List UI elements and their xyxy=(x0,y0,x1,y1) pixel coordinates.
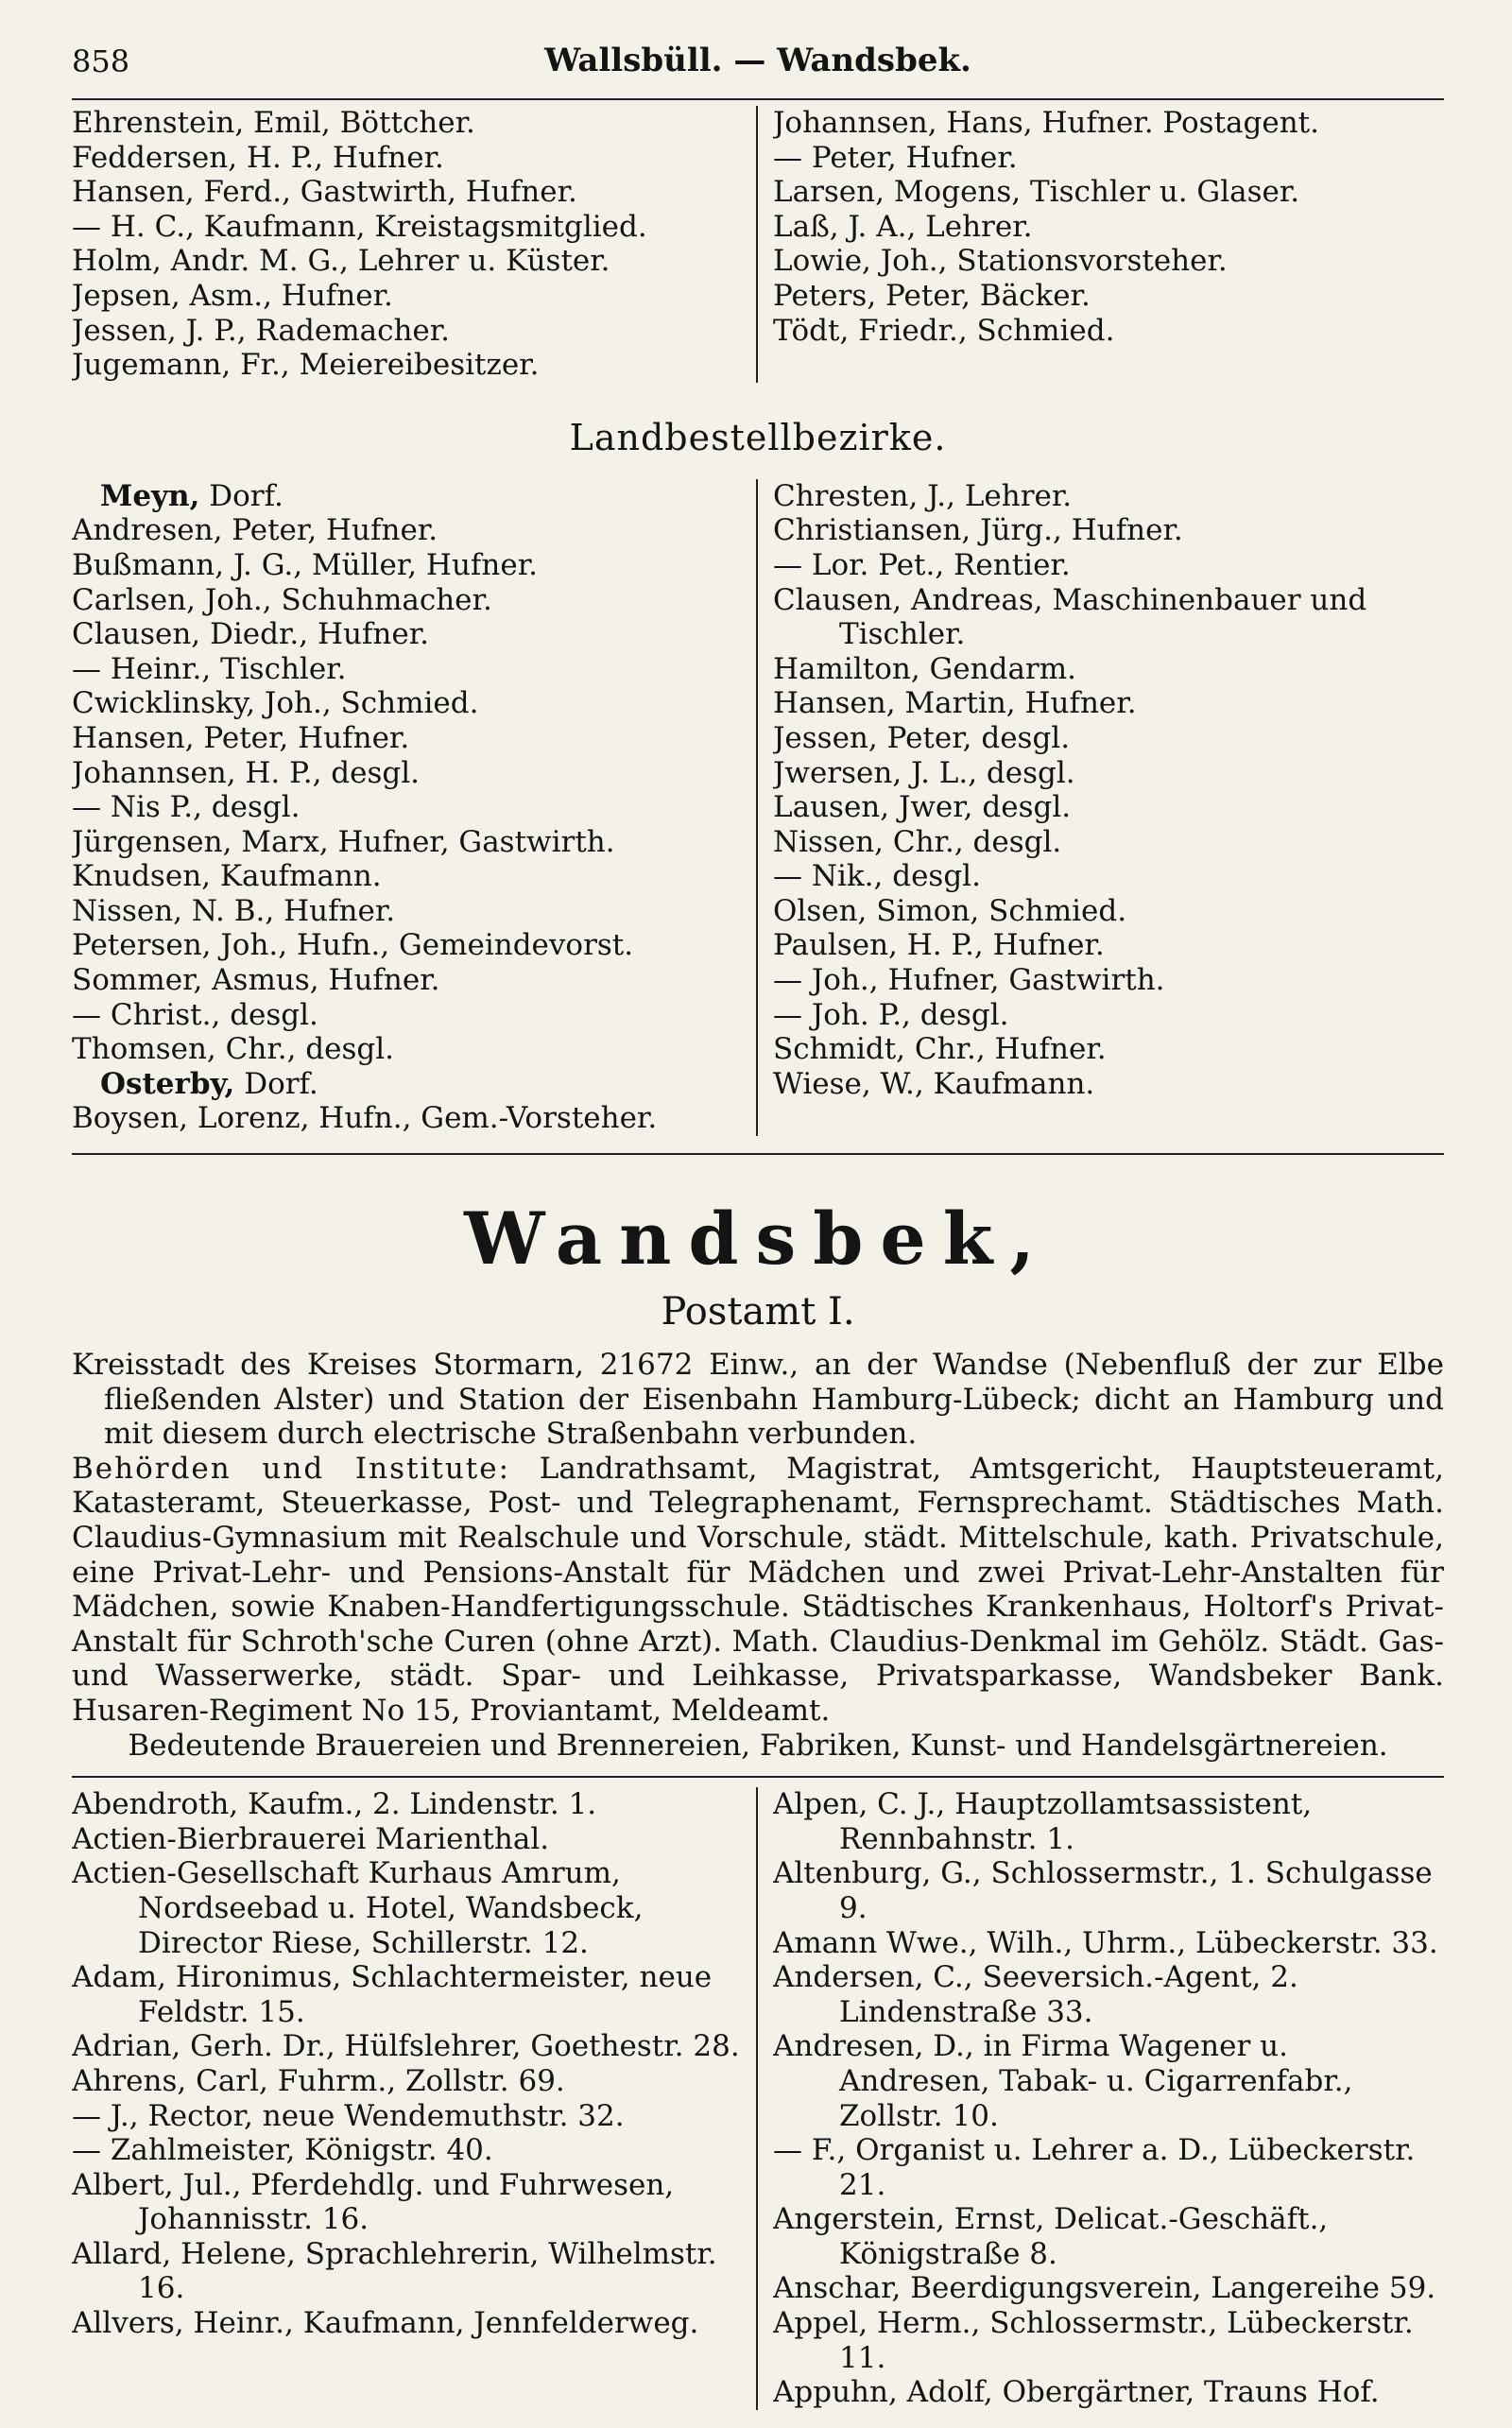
list-item: Jwersen, J. L., desgl. xyxy=(773,755,1075,790)
list-item: Anschar, Beerdigungsverein, Langereihe 59. xyxy=(773,2271,1436,2306)
list-item: — Nis P., desgl. xyxy=(72,790,301,825)
list-item: Jessen, Peter, desgl. xyxy=(773,720,1071,755)
list-item: Amann Wwe., Wilh., Uhrm., Lübeckerstr. 33. xyxy=(773,1925,1438,1960)
list-item: — J., Rector, neue Wendemuthstr. 32. xyxy=(72,2098,625,2133)
list-item: Allvers, Heinr., Kaufmann, Jennfelderweg. xyxy=(72,2306,699,2341)
section-title-landbestellbezirke: Landbestellbezirke. xyxy=(569,416,947,458)
list-item: Andersen, C., Seeversich.-Agent, 2. Lindenstraße 33. xyxy=(773,1960,1298,2029)
list-item: Cwicklinsky, Joh., Schmied. xyxy=(72,686,479,721)
wallsbuell-right-column xyxy=(756,106,1444,383)
list-item: Paulsen, H. P., Hufner. xyxy=(773,928,1105,963)
list-item: Johannsen, H. P., desgl. xyxy=(72,755,420,790)
list-item: Adrian, Gerh. Dr., Hülfslehrer, Goethestr. 28. xyxy=(72,2029,740,2064)
authorities-text: Landrathsamt, Magistrat, Amtsgericht, Hauptsteueramt, Katasteramt, Steuerkasse, Post- und Telegraphenamt, Fernsprechamt. Städtisches Math. Claudius-Gymnasium mit Realschule und Vorschule, städt. Mittelschule, kath. Privatschule, eine Privat-Lehr- und Pensions-Anstalt für Mädchen und zwei Privat-Lehr-Anstalten für Mädchen, sowie Knaben-Handfertigungsschule. Städtisches Krankenhaus, Holtorf's Privat-Anstalt für Schroth'sche Curen (ohne Arzt). Math. Claudius-Denkmal im Gehölz. Städt. Gas- und Wasserwerke, städt. Spar- und Leihkasse, Privatsparkasse, Wandsbeker Bank. Husaren-Regiment No 15, Proviantamt, Meldeamt. xyxy=(72,1451,1444,1728)
list-item: Chresten, J., Lehrer. xyxy=(773,478,1073,513)
city-heading: Wandsbek, xyxy=(464,1197,1052,1282)
list-item: Jessen, J. P., Rademacher. xyxy=(72,313,451,348)
directory-right-column xyxy=(756,1787,1444,2410)
list-item: Clausen, Diedr., Hufner. xyxy=(72,617,429,652)
list-item xyxy=(72,479,743,514)
list-item: Actien-Gesellschaft Kurhaus Amrum, Nordseebad u. Hotel, Wandsbeck, Director Riese, Schillerstr. 12. xyxy=(72,1856,644,1960)
list-item: Angerstein, Ernst, Delicat.-Geschäft., Königstraße 8. xyxy=(773,2202,1329,2271)
list-item: Nissen, N. B., Hufner. xyxy=(72,893,396,928)
village-type: Dorf. xyxy=(199,478,284,513)
list-item: Holm, Andr. M. G., Lehrer u. Küster. xyxy=(72,244,610,279)
list-item: Hansen, Martin, Hufner. xyxy=(773,686,1137,721)
list-item: — F., Organist u. Lehrer a. D., Lübeckerstr. 21. xyxy=(773,2133,1416,2202)
list-item: Sommer, Asmus, Hufner. xyxy=(72,963,440,998)
section-divider xyxy=(72,1776,1444,1778)
list-item: Wiese, W., Kaufmann. xyxy=(773,1066,1095,1101)
list-item: — Christ., desgl. xyxy=(72,997,318,1032)
authorities-label: Behörden und Institute: xyxy=(72,1451,511,1486)
list-item: Alpen, C. J., Hauptzollamtsassistent, Rennbahnstr. 1. xyxy=(773,1787,1313,1856)
wallsbuell-left-column xyxy=(72,106,756,383)
list-item: — H. C., Kaufmann, Kreistagsmitglied. xyxy=(72,209,647,244)
list-item: Lausen, Jwer, desgl. xyxy=(773,790,1072,825)
list-item: Knudsen, Kaufmann. xyxy=(72,859,382,894)
running-title: Wallsbüll. — Wandsbek. xyxy=(544,42,971,79)
list-item: Abendroth, Kaufm., 2. Lindenstr. 1. xyxy=(72,1787,597,1822)
postamt-heading: Postamt I. xyxy=(661,1290,855,1335)
section-divider xyxy=(72,1153,1444,1155)
list-item: Laß, J. A., Lehrer. xyxy=(773,209,1033,244)
wallsbuell-columns xyxy=(72,106,1444,383)
authorities-paragraph xyxy=(72,1452,1444,1729)
list-item: Albert, Jul., Pferdehdlg. und Fuhrwesen, Johannisstr. 16. xyxy=(72,2167,675,2237)
page xyxy=(72,38,1444,2410)
list-item: Ahrens, Carl, Fuhrm., Zollstr. 69. xyxy=(72,2063,565,2098)
city-description xyxy=(72,1348,1444,1763)
list-item: Larsen, Mogens, Tischler u. Glaser. xyxy=(773,175,1300,210)
list-item: Olsen, Simon, Schmied. xyxy=(773,893,1127,928)
list-item: Carlsen, Joh., Schuhmacher. xyxy=(72,582,492,617)
list-item: Appuhn, Adolf, Obergärtner, Trauns Hof. xyxy=(773,2375,1380,2410)
list-item: Jepsen, Asm., Hufner. xyxy=(72,278,393,313)
page-number: 858 xyxy=(72,43,130,79)
list-item: — Joh. P., desgl. xyxy=(773,997,1009,1032)
list-item: Hansen, Peter, Hufner. xyxy=(72,720,410,755)
list-item: — Heinr., Tischler. xyxy=(72,651,347,686)
list-item: Andresen, Peter, Hufner. xyxy=(72,513,438,548)
list-item: Tödt, Friedr., Schmied. xyxy=(773,313,1115,348)
list-item: Allard, Helene, Sprachlehrerin, Wilhelmstr. 16. xyxy=(72,2236,717,2306)
list-item: Altenburg, G., Schlossermstr., 1. Schulgasse 9. xyxy=(773,1856,1433,1925)
list-item: Jürgensen, Marx, Hufner, Gastwirth. xyxy=(72,824,615,859)
landbestell-left-column xyxy=(72,479,756,1136)
village-type: Dorf. xyxy=(234,1066,318,1101)
list-item: — Zahlmeister, Königstr. 40. xyxy=(72,2133,493,2168)
list-item: Johannsen, Hans, Hufner. Postagent. xyxy=(773,106,1319,140)
city-description-text: Kreisstadt des Kreises Stormarn, 21672 Einw., an der Wandse (Nebenfluß der zur Elbe fließenden Alster) und Station der Eisenbahn Hamburg-Lübeck; dicht an Hamburg und mit diesem durch electrische Straßenbahn verbunden. xyxy=(72,1348,1444,1452)
list-item: Appel, Herm., Schlossermstr., Lübeckerstr. 11. xyxy=(773,2306,1414,2375)
village-name: Meyn, xyxy=(100,478,200,513)
list-item: Jugemann, Fr., Meiereibesitzer. xyxy=(72,348,540,383)
list-item: Andresen, D., in Firma Wagener u. Andresen, Tabak- u. Cigarrenfabr., Zollstr. 10. xyxy=(773,2029,1353,2133)
list-item: Thomsen, Chr., desgl. xyxy=(72,1032,394,1067)
list-item: Ehrenstein, Emil, Böttcher. xyxy=(72,106,475,140)
landbestell-columns xyxy=(72,479,1444,1136)
page-header xyxy=(72,38,1444,100)
list-item: Schmidt, Chr., Hufner. xyxy=(773,1032,1107,1067)
list-item: Petersen, Joh., Hufn., Gemeindevorst. xyxy=(72,928,634,963)
list-item: Bußmann, J. G., Müller, Hufner. xyxy=(72,547,538,582)
landbestell-right-column xyxy=(756,479,1444,1136)
list-item: Actien-Bierbrauerei Marienthal. xyxy=(72,1821,550,1856)
directory-columns xyxy=(72,1787,1444,2410)
village-name: Osterby, xyxy=(100,1066,235,1101)
list-item: — Peter, Hufner. xyxy=(773,140,1018,175)
list-item: Boysen, Lorenz, Hufn., Gem.-Vorsteher. xyxy=(72,1101,658,1136)
directory-left-column xyxy=(72,1787,756,2410)
list-item: — Lor. Pet., Rentier. xyxy=(773,547,1071,582)
list-item: Hansen, Ferd., Gastwirth, Hufner. xyxy=(72,175,577,210)
list-item xyxy=(72,1067,743,1102)
list-item: Adam, Hironimus, Schlachtermeister, neue Feldstr. 15. xyxy=(72,1960,713,2029)
list-item: Christiansen, Jürg., Hufner. xyxy=(773,513,1183,548)
list-item: — Joh., Hufner, Gastwirth. xyxy=(773,963,1165,998)
industry-text: Bedeutende Brauereien und Brennereien, Fabriken, Kunst- und Handelsgärtnereien. xyxy=(128,1728,1388,1763)
list-item: Clausen, Andreas, Maschinenbauer und Tischler. xyxy=(773,582,1367,652)
list-item: Hamilton, Gendarm. xyxy=(773,651,1077,686)
list-item: — Nik., desgl. xyxy=(773,859,981,894)
list-item: Peters, Peter, Bäcker. xyxy=(773,278,1091,313)
list-item: Lowie, Joh., Stationsvorsteher. xyxy=(773,244,1228,279)
list-item: Nissen, Chr., desgl. xyxy=(773,824,1062,859)
list-item: Feddersen, H. P., Hufner. xyxy=(72,140,444,175)
